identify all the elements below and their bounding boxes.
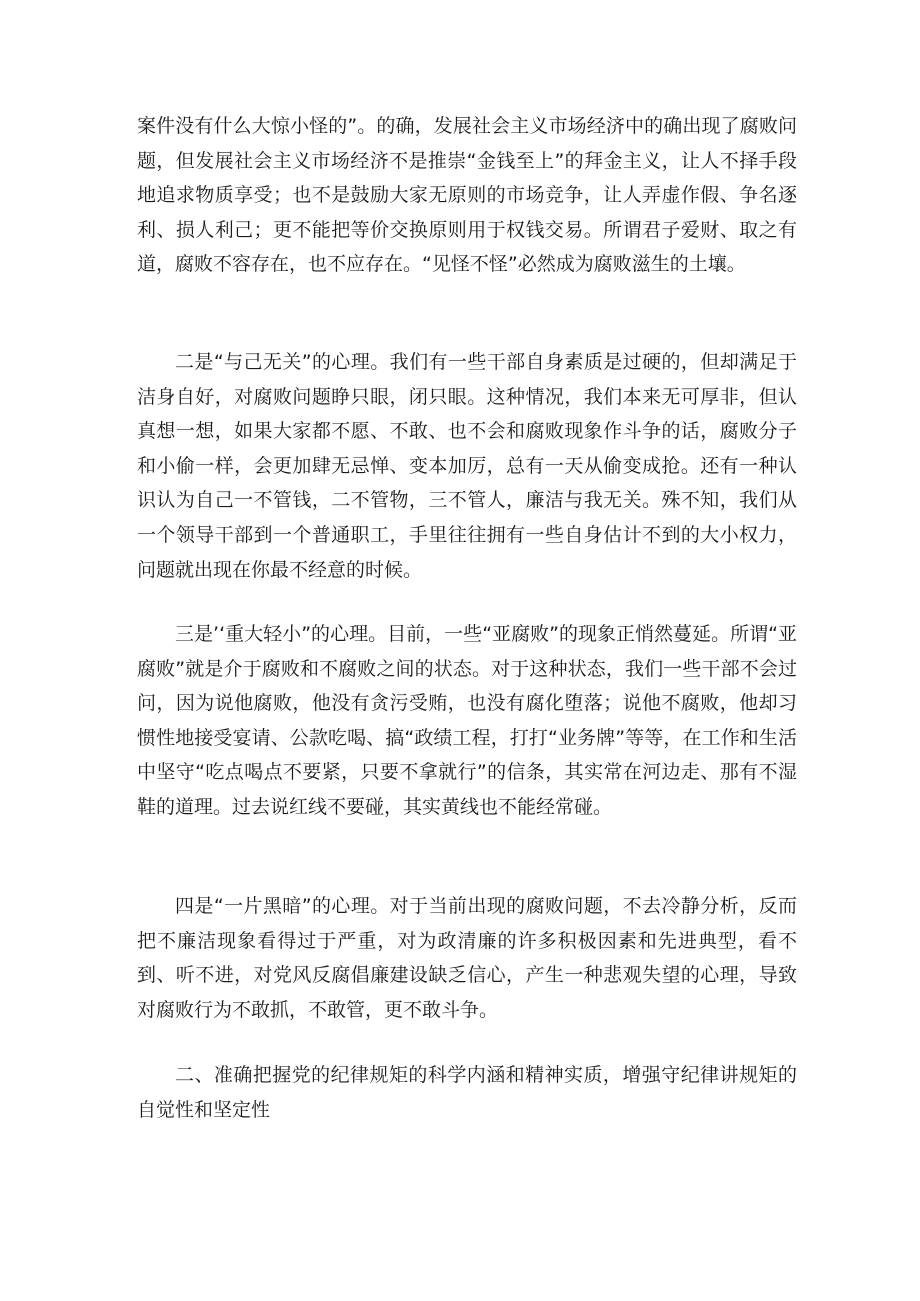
paragraph-third-mindset: 三是’‘重大轻小”的心理。目前，一些“亚腐败”的现象正悄然蔓延。所谓“亚腐败”就是介于腐败和不腐败之间的状态。对于这种状态，我们一些干部不会过问，因为说他腐败，他没有贪污受贿，也没有腐化堕落；说他不腐败，他却习惯性地接受宴请、公款吃喝、搞“政绩工程，打打“业务牌”等等，在工作和生活中坚守“吃点喝点不要紧，只要不拿就行”的信条，其实常在河边走、那有不湿鞋的道理。过去说红线不要碰，其实黄线也不能经常碰。	[137, 623, 797, 818]
paragraph-continuation: 案件没有什么大惊小怪的”。的确，发展社会主义市场经济中的确出现了腐败问题，但发展社会主义市场经济不是推崇“金钱至上”的拜金主义，让人不择手段地追求物质享受；也不是鼓励大家无原则的市场竞争，让人弄虚作假、争名逐利、损人利己；更不能把等价交换原则用于权钱交易。所谓君子爱财、取之有道，腐败不容存在，也不应存在。“见怪不怪”必然成为腐败滋生的土壤。	[137, 115, 797, 276]
section-heading: 二、准确把握党的纪律规矩的科学内涵和精神实质，增强守纪律讲规矩的自觉性和坚定性	[137, 1064, 797, 1121]
paragraph-second-mindset: 二是“与己无关”的心理。我们有一些干部自身素质是过硬的，但却满足于洁身自好，对腐败问题睁只眼，闭只眼。这种情况，我们本来无可厚非，但认真想一想，如果大家都不愿、不敢、也不会和腐败现象作斗争的话，腐败分子和小偷一样，会更加肆无忌惮、变本加厉，总有一天从偷变成抢。还有一种认识认为自己一不管钱，二不管物，三不管人，廉洁与我无关。殊不知，我们从一个领导干部到一个普通职工，手里往往拥有一些自身估计不到的大小权力，问题就出现在你最不经意的时候。	[137, 351, 797, 581]
paragraph-fourth-mindset: 四是“一片黑暗”的心理。对于当前出现的腐败问题，不去冷静分析，反而把不廉洁现象看得过于严重，对为政清廉的许多积极因素和先进典型，看不到、听不进，对党风反腐倡廉建设缺乏信心，产生一种悲观失望的心理，导致对腐败行为不敢抓，不敢管，更不敢斗争。	[137, 895, 797, 1021]
